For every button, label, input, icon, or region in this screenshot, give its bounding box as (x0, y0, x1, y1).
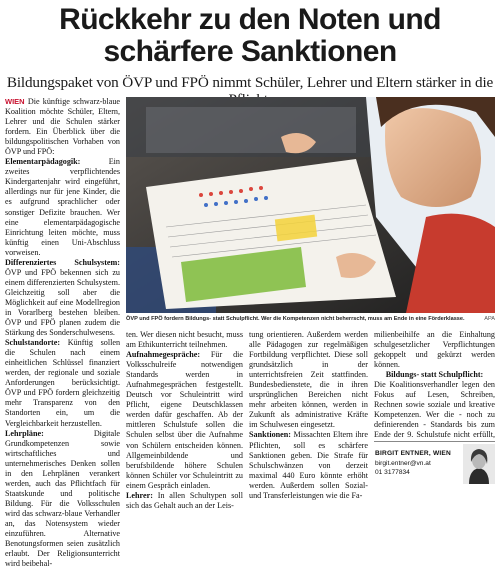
author-email[interactable]: birgit.entner@vn.at (375, 460, 431, 467)
author-name: BIRGIT ENTNER, WIEN (375, 450, 451, 457)
section-heading-centered (374, 370, 495, 380)
section-heading: Sanktionen: (249, 430, 291, 440)
section-body: ÖVP und FPÖ bekennen sich zu einem differenzierten Schulsystem. Gleichzeitig soll aber die Möglichkeit auf eine Modellregion in Vorarlberg bestehen bleiben. ÖVP und FPÖ planen zudem die Stärkung des Sonderschulwesens. (5, 267, 120, 338)
author-box (374, 441, 495, 483)
article-headline (0, 4, 500, 68)
section-body: Ein zweites verpflichtendes Kindergartenjahr wird eingeführt, allerdings nur für jene Kinder, die es aufgrund sprachlicher oder sonstiger Defizite brauchen. Wer eine elementarpädagogische Einrichtung leiten möchte, muss künftig einen Uni-Abschluss vorweisen. (5, 157, 120, 257)
section-heading: Differenziertes Schulsystem: (5, 257, 120, 267)
headline-line-1: Rückkehr zu den Noten und (59, 3, 441, 36)
article-column-4 (374, 330, 495, 451)
section-body: Digitale Grundkompetenzen sowie wirtschaftliches und unternehmerisches Denken sollen in den Lehrplänen verankert werden, auch das Pflichtfach für Staatskunde und politische Bildung. Für die Volksschulen wird das schwarz-blaue Verhandler an, das Notensystem wieder einzuführen. Alternative Benotungsformen seien zusätzlich erlaubt. Der Religionsunterricht wird beibehal- (5, 428, 120, 569)
section-schulsystem (5, 258, 120, 338)
caption-text: ÖVP und FPÖ fordern Bildungs- statt Schulpflicht. Wer die Kompetenzen nicht beherrscht, muss am Ende in eine Förderklasse. (126, 316, 465, 322)
intro-paragraph (5, 97, 120, 157)
article-column-2 (126, 330, 243, 511)
section-body: Für die Volksschulreife notwendigen Standards werden in Aufnahmegesprächen festgestellt. Deutsch vor Schuleintritt wird Pflicht, eigene Deutschklassen werden dafür geschaffen. Ab der mittleren Schulstufe sollen die Schulen selbst über die Aufnahme von Schülern entscheiden können. Allgemeinbildende und berufsbildende höhere Schulen können Schüler vor Schuleintritt zu einem Gespräch einladen. (126, 350, 243, 490)
article-subheadline: Bildungspaket von ÖVP und FPÖ nimmt Schüler, Lehrer und Eltern stärker in die (6, 74, 494, 91)
section-bildungspflicht: Die Koalitionsverhandler legen den Fokus auf Lesen, Schreiben, Rechnen sowie soziale und kreative Kompetenzen. Wer die - noch zu definierenden - Standards bis zum Ende der 9. Schulstufe nicht erfüllt, (374, 380, 495, 440)
section-sanktionen (249, 430, 368, 500)
author-portrait (463, 444, 495, 484)
section-heading: Elementarpädagogik: (5, 157, 81, 167)
article-column-3 (249, 330, 368, 501)
section-aufnahmegespraeche (126, 350, 243, 491)
section-heading: Lehrpläne: (5, 428, 44, 438)
section-schulstandorte (5, 338, 120, 428)
section-body: Missachten Eltern ihre Pflichten, soll es schärfere Sanktionen geben. Die Strafe für Schulschwänzen von derzeit maximal 440 Euro könnte erhöht werden. Außerdem sollen Sozial- und Transferleistungen wie die Fa- (249, 430, 368, 500)
continued-paragraph: milienbeihilfe an die Einhaltung schulgesetzlicher Verpflichtungen gekoppelt und gekürzt werden können. (374, 330, 495, 370)
section-heading: Aufnahmegespräche: (126, 350, 201, 360)
continued-paragraph: tung orientieren. Außerdem werden alle Pädagogen zur regelmäßigen Fortbildung verpflichtet. Diese soll grundsätzlich in der unterrichtsfreien Zeit stattfinden. Bundesbedienstete, die in ihren ursprünglichen Bereichen nicht mehr arbeiten können, werden in Zukunft als administrative Kräfte im Schulwesen eingesetzt. (249, 330, 368, 430)
section-lehrer (126, 491, 243, 511)
section-body: In allen Schultypen soll sich das Gehalt auch an der Leis- (126, 490, 244, 510)
author-phone: 01 3177834 (375, 469, 410, 476)
continued-paragraph: ten. Wer diesen nicht besucht, muss am Ethikunterricht teilnehmen. (126, 330, 243, 350)
dateline: WIEN (5, 97, 25, 106)
headline-line-2: schärfere Sanktionen (103, 35, 397, 68)
section-heading: Schulstandorte: (5, 338, 61, 348)
photo-credit: APA (484, 316, 495, 322)
article-photo (126, 97, 495, 313)
photo-caption (126, 314, 495, 324)
section-body: Künftig sollen die Schulen nach einem einheitlichen Schlüssel finanziert werden, der regionale und soziale Anforderungen berücksichtigt. ÖVP und FPÖ fordern gleichzeitig mehr Transparenz von den Standorten ein, um die Vergleichbarkeit herzustellen. (5, 338, 121, 428)
child-worksheet-illustration (126, 97, 495, 313)
article-column-1 (5, 97, 120, 569)
section-heading: Bildungs- statt Schulpflicht: (385, 370, 484, 380)
section-heading: Lehrer: (126, 490, 153, 500)
section-lehrplaene (5, 429, 120, 569)
section-elementarpaedagogik (5, 157, 120, 257)
intro-text: Die künftige schwarz-blaue Koalition möchte Schüler, Eltern, Lehrer und die Schulen stärker fordern. Ein Überblick über die bildungspolitischen Vorhaben von ÖVP und FPÖ: (5, 97, 121, 157)
